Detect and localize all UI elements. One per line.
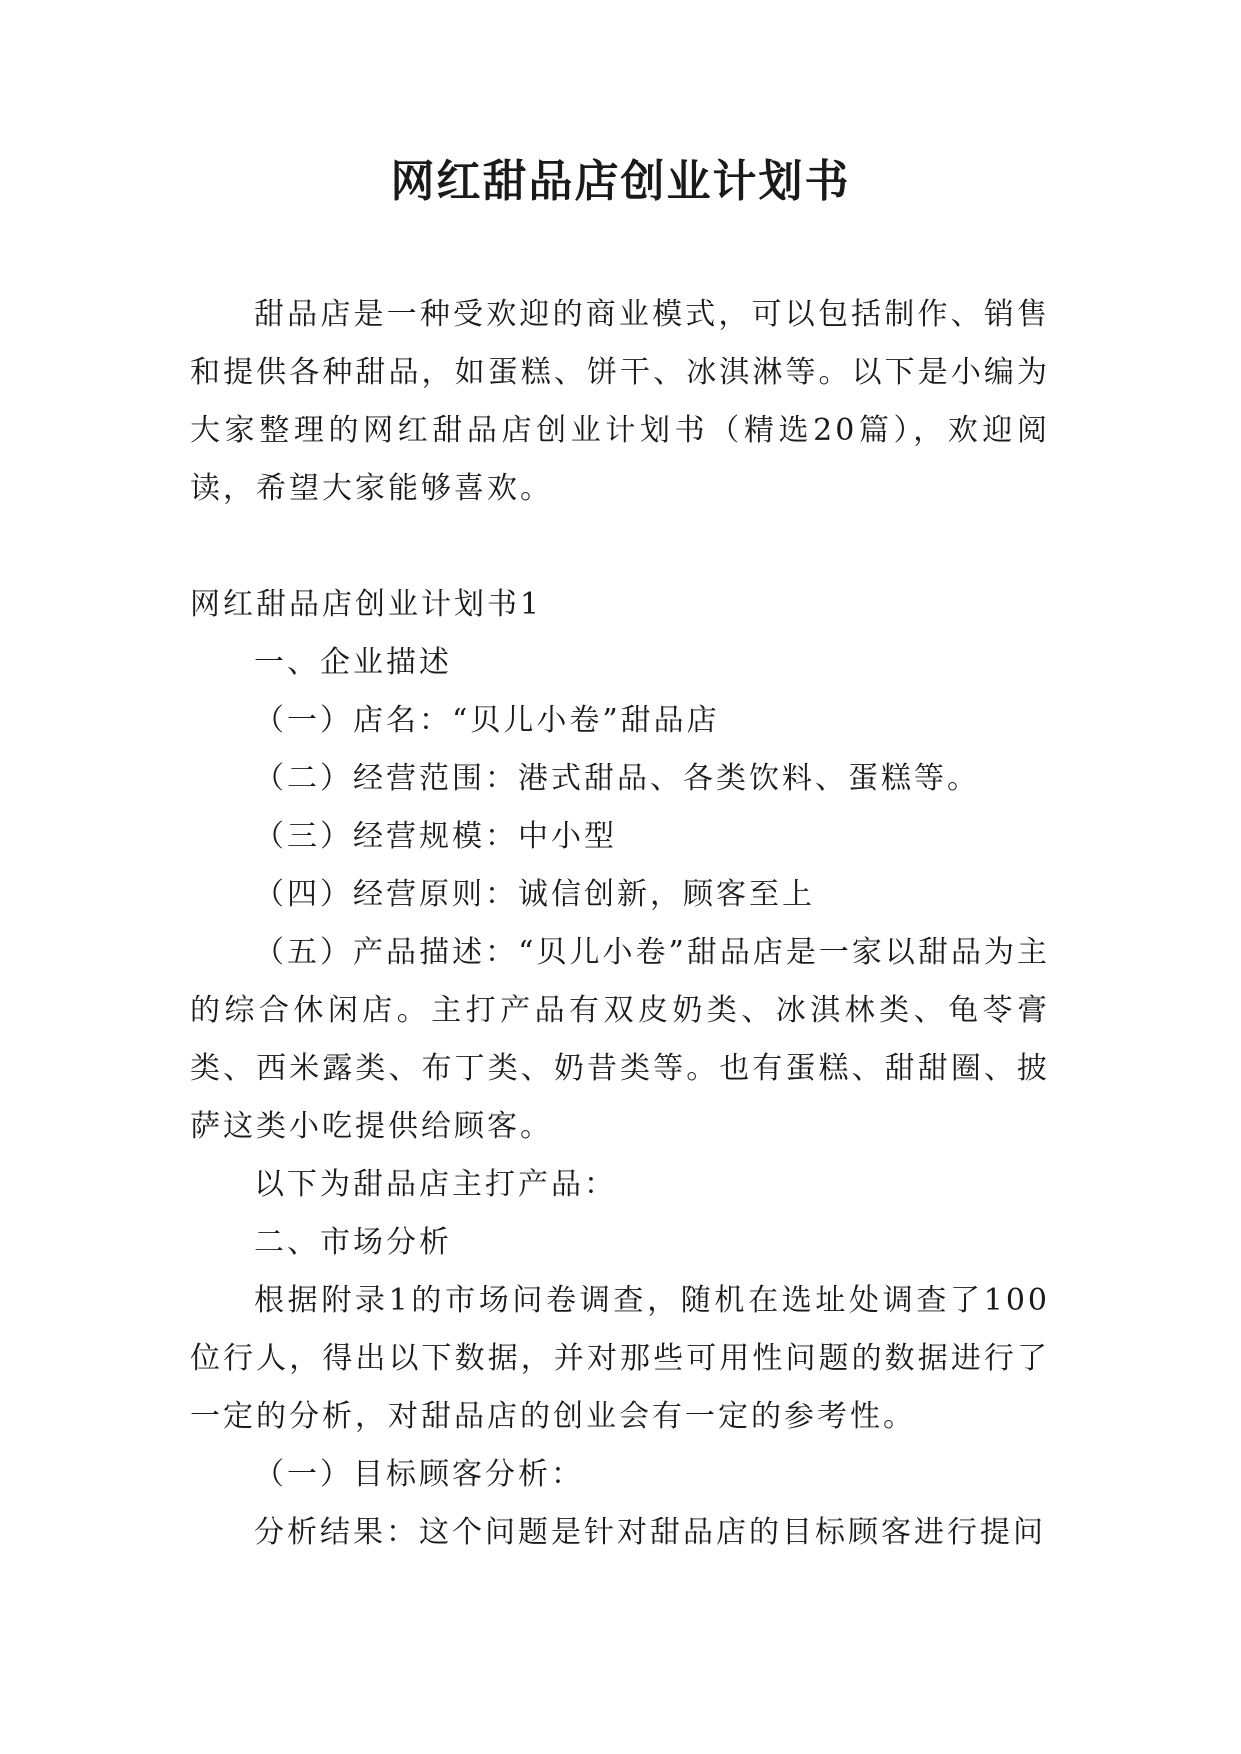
body-paragraph: 以下为甜品店主打产品： [254,1167,617,1202]
intro-paragraph: 甜品店是一种受欢迎的商业模式，可以包括制作、销售和提供各种甜品，如蛋糕、饼干、冰淇淋等。以下是小编为大家整理的网红甜品店创业计划书（精选20篇），欢迎阅读，希望大家能够喜欢。 [190,297,1050,506]
section-heading: 网红甜品店创业计划书1 [190,587,543,622]
document-body [190,286,1050,1562]
list-item: （三）经营规模：中小型 [254,819,617,854]
subsection-heading: 二、市场分析 [254,1225,452,1260]
list-item: （五）产品描述：“贝儿小卷”甜品店是一家以甜品为主的综合休闲店。主打产品有双皮奶类、冰淇林类、龟苓膏类、西米露类、布丁类、奶昔类等。也有蛋糕、甜甜圈、披萨这类小吃提供给顾客。 [190,935,1050,1144]
list-item: （一）目标顾客分析： [254,1457,584,1492]
list-item: （二）经营范围：港式甜品、各类饮料、蛋糕等。 [254,761,980,796]
list-item: （四）经营原则：诚信创新，顾客至上 [254,877,815,912]
document-title: 网红甜品店创业计划书 [390,156,851,207]
list-item: （一）店名：“贝儿小卷”甜品店 [254,703,720,738]
body-paragraph: 根据附录1的市场问卷调查，随机在选址处调查了100位行人，得出以下数据，并对那些可用性问题的数据进行了一定的分析，对甜品店的创业会有一定的参考性。 [190,1283,1050,1434]
subsection-heading: 一、企业描述 [254,645,452,680]
body-paragraph: 分析结果：这个问题是针对甜品店的目标顾客进行提问 [254,1515,1046,1550]
